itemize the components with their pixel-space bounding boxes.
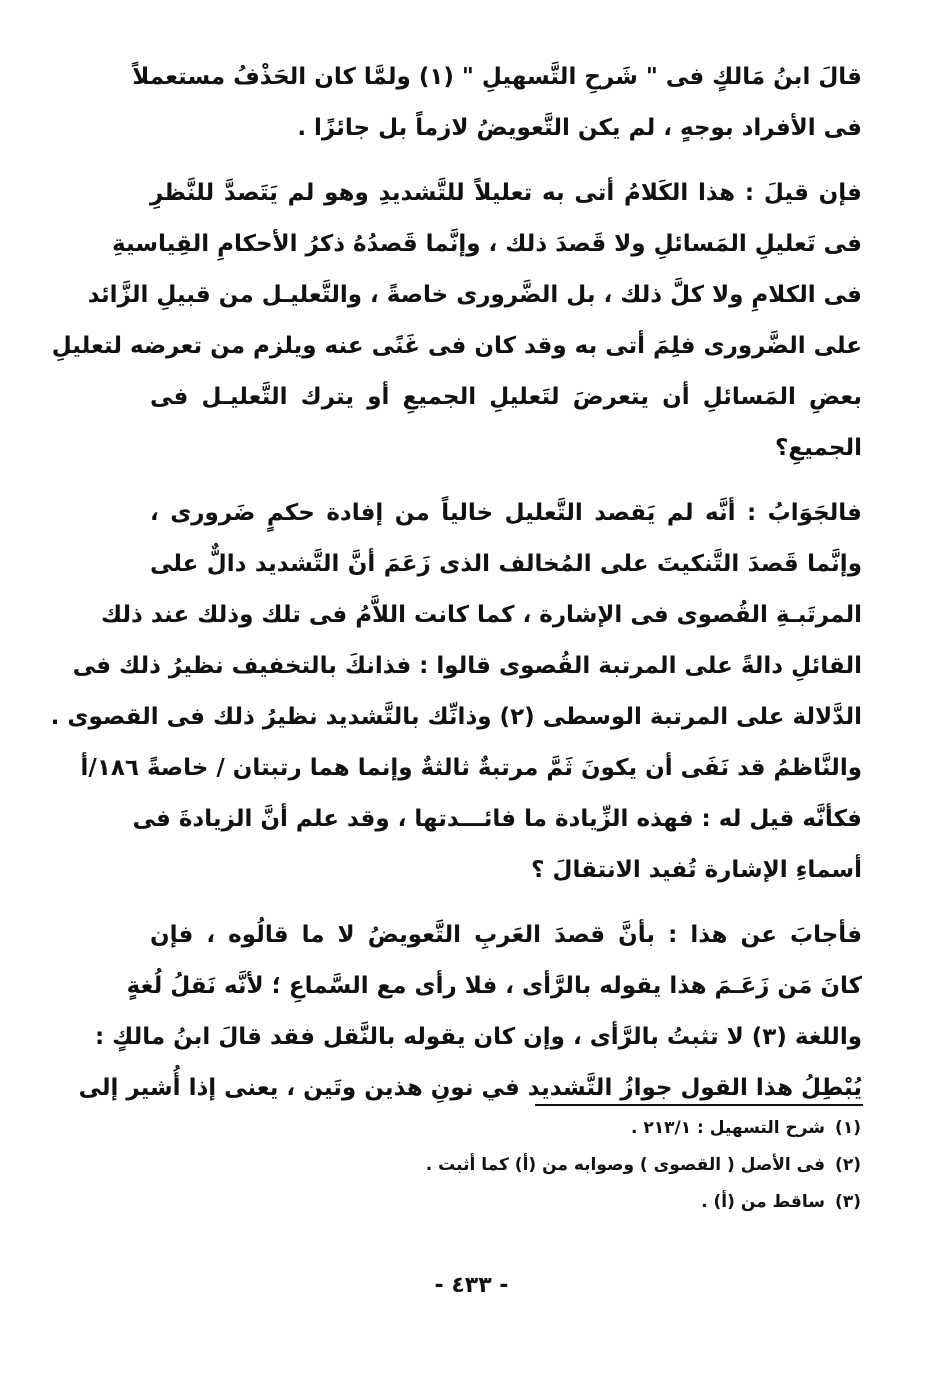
page-number: - ٤٣٣ - [434,1273,509,1298]
paragraph-3 [50,488,862,896]
text-line: فإن قيلَ : هذا الكَلامُ أتى به تعليلاً للتَّشديدِ وهو لم يَتَصدَّ للنَّظرِ [150,180,862,206]
text-line: قالَ ابنُ مَالكٍ فى " شَرحِ التَّسهيلِ " (١) ولمَّا كان الحَذْفُ مستعملاً [132,64,862,90]
footnote-text: ساقط من (أ) . [701,1192,825,1212]
text-line: يُبْطِلُ هذا القول جوازُ التَّشديد في نونِ هذين وتَين ، يعنى إذا أُشير إلى [78,1075,862,1101]
footnote-number: (٣) [835,1192,861,1212]
paragraph-1 [132,52,862,154]
text-line: كانَ مَن زَعَـمَ هذا يقوله بالرَّأى ، فلا رأى مع السَّماعِ ؛ لأنَّه نَقلُ لُغةٍ [126,973,862,999]
footnote-separator [535,1104,863,1106]
text-line: الجميعِ؟ [775,435,862,461]
text-line: بعضِ المَسائلِ أن يتعرضَ لتَعليلِ الجميعِ أو يترك التَّعليـل فى [150,384,862,410]
text-line: فأجابَ عن هذا : بأنَّ قصدَ العَربِ التَّعويضُ لا ما قالُوه ، فإن [150,922,862,948]
footnote-text: فى الأصل ( القصوى ) وصوابه من (أ) كما أثبت . [425,1155,825,1175]
text-line-with-manuscript-marker: والنَّاظمُ قد نَفَى أن يكونَ ثَمَّ مرتبةٌ ثالثةٌ وإنما هما رتبتان / خاصةً ١٨٦/أ [80,755,862,781]
paragraph-4 [78,910,862,1114]
footnotes [161,1110,861,1221]
footnote-number: (١) [835,1118,861,1138]
footnote-3 [161,1184,861,1221]
text-line: الدَّلالة على المرتبة الوسطى (٢) وذانِّك بالتَّشديد نظيرُ ذلك فى القصوى . [50,704,862,730]
text-line: القائلِ دالةً على المرتبة القُصوى قالوا : فذانكَ بالتخفيف نظيرُ ذلك فى [72,653,862,679]
text-line: المرتَبـةِ القُصوى فى الإشارة ، كما كانت اللاَّمُ فى تلك وذلك عند ذلك [101,602,862,628]
text-line: فى تَعليلِ المَسائلِ ولا قَصدَ ذلك ، وإنَّما قَصدُهُ ذكرُ الأحكامِ القِياسيةِ [112,231,862,257]
text-line: فكأنَّه قيل له : فهذه الزِّيادة ما فائـــدتها ، وقد علم أنَّ الزيادةَ فى [132,806,862,832]
text-line: واللغة (٣) لا تثبتُ بالرَّأى ، وإن كان يقوله بالنَّقل فقد قالَ ابنُ مالكٍ : [94,1024,862,1050]
text-line: فى الأفراد بوجهٍ ، لم يكن التَّعويضُ لازماً بل جائزًا . [297,115,862,141]
paragraph-2 [51,168,862,474]
footnote-number: (٢) [835,1155,861,1175]
main-text [50,52,862,1114]
text-line: على الضَّرورى فلِمَ أتى به وقد كان فى غَنًى عنه ويلزم من تعرضه لتعليلِ [51,333,862,359]
footnote-text: شرح التسهيل : ٢١٣/١ . [631,1118,825,1138]
text-line: فى الكلامِ ولا كلَّ ذلك ، بل الضَّرورى خاصةً ، والتَّعليـل من قبيلِ الزَّائد [87,282,862,308]
text-line: أسماءِ الإشارة تُفيد الانتقالَ ؟ [531,857,862,883]
footnote-1 [161,1110,861,1147]
text-line: وإنَّما قَصدَ التَّنكيتَ على المُخالف الذى زَعَمَ أنَّ التَّشديد دالٌّ على [150,551,862,577]
footnote-2 [161,1147,861,1184]
text-line: فالجَوَابُ : أنَّه لم يَقصد التَّعليل خالياً من إفادة حكمٍ ضَرورى ، [150,500,862,526]
